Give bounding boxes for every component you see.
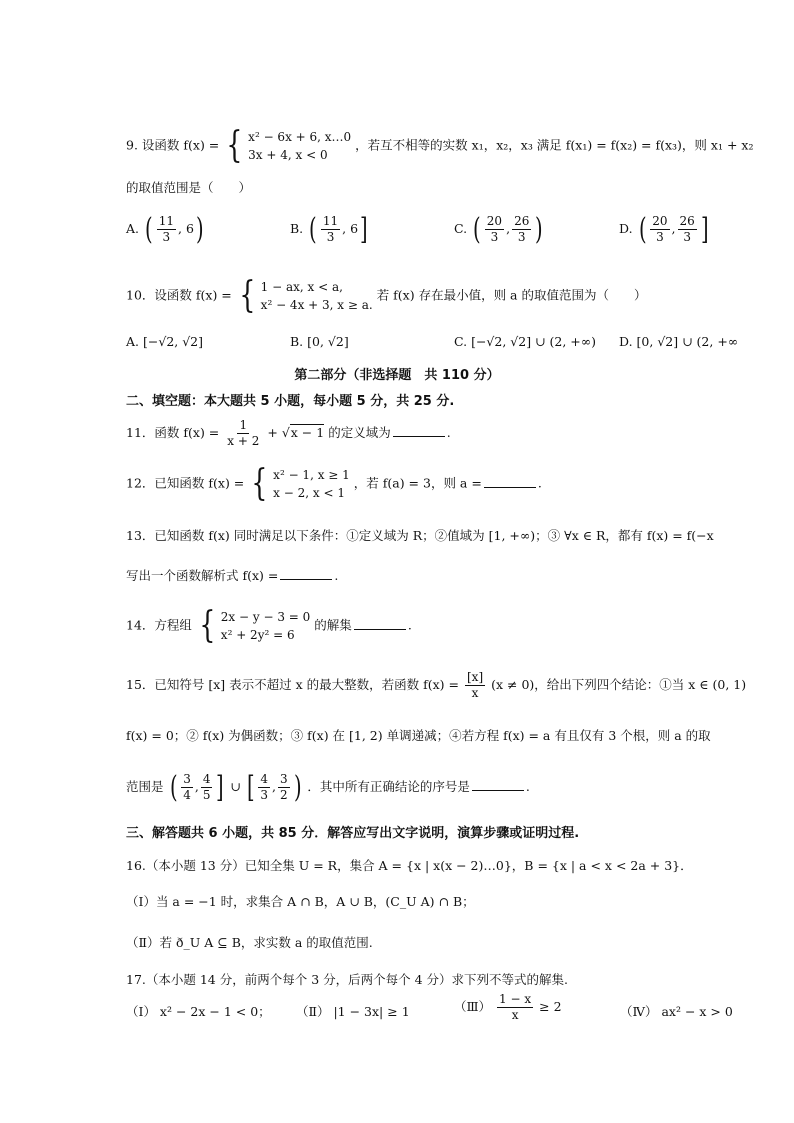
sqrt-sign: √ [281, 425, 290, 440]
q9-option-d: D. ( $\frac{20}{3}$ , $\frac{26}{3}$ ] [619, 211, 709, 247]
option-text: [−√2, √2] [143, 334, 204, 349]
q12-piecewise: { x² − 1, x ≥ 1 x − 2, x < 1 [251, 463, 350, 504]
option-rest: , 6 [178, 221, 194, 236]
option-label: C. [454, 334, 468, 349]
frac-den: x [471, 686, 479, 700]
union-symbol: ∪ [230, 779, 241, 794]
frac-num: 4 [260, 772, 269, 786]
fraction [485, 214, 504, 245]
option-text: [0, √2] [307, 334, 349, 349]
q10-option-d [619, 334, 738, 349]
option-label: B. [290, 221, 304, 236]
fraction [201, 772, 213, 803]
q17-part2: （Ⅱ） |1 − 3x| ≥ 1 [296, 1004, 410, 1019]
q10-condition: 若 f(x) 存在最小值，则 a 的取值范围为（ ） [376, 287, 647, 303]
frac-den: 3 [517, 230, 526, 244]
q14: 14．方程组 { 2x − y − 3 = 0 x² + 2y² = 6 的解集 . [126, 605, 412, 646]
q17-part3-label: （Ⅲ） [454, 999, 492, 1014]
option-label: D. [619, 221, 633, 236]
fraction [678, 214, 697, 245]
q10-line1 [126, 275, 647, 316]
q10-lead: 10．设函数 [126, 287, 192, 303]
q16-line1: 16.（本小题 13 分）已知全集 U = R，集合 A = {x | x(x − 2)…0}，B = {x | a < x < 2a + 3}． [126, 858, 693, 873]
frac-num: 3 [280, 772, 288, 786]
frac-den: 3 [683, 230, 691, 244]
q10-option-a [126, 334, 203, 349]
q9-case1: x² − 6x + 6, x…0 [248, 130, 352, 144]
option-label: A. [126, 334, 140, 349]
frac-num: 26 [679, 214, 695, 228]
q9-fx: f(x) = [183, 137, 220, 153]
q13-line1: 13．已知函数 f(x) 同时满足以下条件：①定义域为 R；②值域为 [1, +∞)；③ ∀x ∈ R，都有 f(x) = f(−x [126, 528, 714, 543]
q17-fraction [497, 992, 533, 1023]
frac-num: 1 [239, 418, 248, 432]
part2-title: 第二部分（非选择题 共 110 分） [294, 368, 500, 383]
q16-part1: （Ⅰ）当 a = −1 时，求集合 A ∩ B，A ∪ B，(C_U A) ∩ B； [126, 894, 475, 909]
frac-num: 4 [202, 772, 211, 786]
bracket-left: ( [473, 211, 481, 247]
bracket-left: ( [169, 769, 178, 805]
bracket-right: ] [216, 769, 225, 805]
q9-case2: 3x + 4, x < 0 [248, 148, 328, 162]
q14-eq1: 2x − y − 3 = 0 [220, 610, 311, 624]
frac-den: 3 [326, 230, 335, 244]
frac-den: 3 [490, 230, 499, 244]
q15-fraction [465, 670, 485, 701]
frac-den: 3 [656, 230, 664, 244]
frac-den: 3 [162, 230, 171, 244]
q9-piecewise: { x² − 6x + 6, x…0 3x + 4, x < 0 [226, 125, 352, 166]
bracket-right: ) [293, 769, 302, 805]
option-label: A. [126, 221, 140, 236]
q10-case1: 1 − ax, x < a, [260, 280, 343, 294]
fraction [157, 214, 176, 245]
q17-line1: 17.（本小题 14 分，前两个每个 3 分，后两个每个 4 分）求下列不等式的解集. [126, 972, 569, 987]
frac-den: x [511, 1008, 519, 1022]
q9-condition: ，若互不相等的实数 x₁，x₂，x₃ 满足 f(x₁) = f(x₂) = f(x₃)，则 x₁ + x₂ [355, 137, 754, 153]
q11-fraction [225, 418, 261, 449]
q14-eq2: x² + 2y² = 6 [220, 628, 295, 642]
q14-tail: 的解集 [314, 617, 352, 633]
q14-system: { 2x − y − 3 = 0 x² + 2y² = 6 [199, 605, 311, 646]
q9-option-b [290, 211, 370, 247]
q10-option-b [290, 334, 349, 349]
answer-blank[interactable] [354, 628, 406, 630]
q10-piecewise: { 1 − ax, x < a, x² − 4x + 3, x ≥ a. [239, 275, 373, 316]
q17-part3-tail: ≥ 2 [539, 999, 562, 1014]
q15-line3-tail: ．其中所有正确结论的序号是 [307, 779, 470, 794]
frac-num: 26 [514, 214, 530, 228]
fraction [512, 214, 531, 245]
frac-den: x + 2 [227, 434, 260, 448]
q12-case1: x² − 1, x ≥ 1 [273, 468, 350, 482]
q13-line2: 写出一个函数解析式 f(x) = . [126, 568, 339, 583]
q17-part3 [454, 992, 562, 1023]
section2-title: 二、填空题：本大题共 5 小题，每小题 5 分，共 25 分. [126, 394, 455, 409]
q15-line1 [126, 670, 746, 701]
frac-num: 20 [486, 214, 503, 228]
fraction [321, 214, 340, 245]
option-label: C. [454, 221, 468, 236]
q17-part4: （Ⅳ） ax² − x > 0 [620, 1004, 733, 1019]
frac-num: 11 [158, 214, 174, 228]
q9-option-a [126, 211, 206, 247]
fraction [650, 214, 669, 245]
frac-num: 3 [183, 772, 191, 786]
frac-den: 5 [202, 788, 211, 802]
q13-line2-text: 写出一个函数解析式 f(x) = [126, 568, 279, 583]
q15-line1-a: 15．已知符号 [x] 表示不超过 x 的最大整数，若函数 f(x) = [126, 677, 460, 692]
q10-fx: f(x) = [195, 287, 232, 303]
q9-lead: 9. 设函数 [126, 137, 180, 153]
q12-lead: 12．已知函数 [126, 475, 205, 491]
q11-plus: + [267, 425, 278, 440]
q10-option-c [454, 334, 596, 349]
option-text: [0, √2] ∪ (2, +∞ [636, 334, 739, 349]
q11-sqrt-content: x − 1 [290, 425, 325, 440]
q11-fx: f(x) = [183, 425, 220, 440]
q12-tail: ，若 f(a) = 3，则 a = [353, 475, 482, 491]
option-rest: , 6 [342, 221, 359, 236]
frac-num: 11 [322, 214, 339, 228]
frac-num: 1 − x [499, 992, 532, 1006]
bracket-left: ( [309, 211, 317, 247]
q11: 11．函数 f(x) = $\frac{1}{x + 2}$ + √x − 1 的定义域为 . [126, 418, 451, 448]
bracket-right: ) [195, 211, 204, 247]
frac-den: 4 [183, 788, 191, 802]
q15-line1-b: (x ≠ 0)，给出下列四个结论：①当 x ∈ (0, 1) [491, 677, 747, 692]
option-label: B. [290, 334, 304, 349]
frac-den: 2 [280, 788, 288, 802]
q10-case2: x² − 4x + 3, x ≥ a. [260, 298, 373, 312]
q9-line2: 的取值范围是（ ） [126, 180, 252, 195]
answer-blank[interactable] [472, 789, 524, 791]
q17-part1: （Ⅰ） x² − 2x − 1 < 0； [126, 1004, 271, 1019]
q12-case2: x − 2, x < 1 [273, 486, 345, 500]
q14-lead: 14．方程组 [126, 617, 192, 633]
bracket-left: ( [638, 211, 647, 247]
answer-blank[interactable] [280, 578, 332, 580]
bracket-right: ] [360, 211, 368, 247]
option-label: D. [619, 334, 633, 349]
bracket-right: ] [700, 211, 709, 247]
q15-line2: f(x) = 0；② f(x) 为偶函数；③ f(x) 在 [1, 2) 单调递减；④若方程 f(x) = a 有且仅有 3 个根，则 a 的取 [126, 728, 711, 743]
bracket-left: ( [145, 211, 153, 247]
q12-fx: f(x) = [208, 475, 245, 491]
fraction [278, 772, 290, 803]
q9-line1 [126, 125, 754, 166]
q11-lead: 11．函数 [126, 425, 180, 440]
q15-range-label: 范围是 [126, 779, 164, 794]
fraction [258, 772, 270, 803]
q16-part2: （Ⅱ）若 ð_U A ⊆ B，求实数 a 的取值范围. [126, 935, 373, 950]
option-text: [−√2, √2] ∪ (2, +∞) [471, 334, 597, 349]
bracket-left: [ [246, 769, 255, 805]
q9-option-c: C. ( $\frac{20}{3}$ , $\frac{26}{3}$ ) [454, 211, 544, 247]
q11-tail: 的定义域为 [328, 425, 391, 440]
answer-blank[interactable] [393, 435, 445, 437]
bracket-right: ) [535, 211, 544, 247]
q12: 12．已知函数 f(x) = { x² − 1, x ≥ 1 x − 2, x < 1 ，若 f(a) = 3，则 a = . [126, 463, 542, 504]
fraction [181, 772, 193, 803]
answer-blank[interactable] [484, 486, 536, 488]
frac-num: [x] [467, 670, 484, 684]
section3-title: 三、解答题共 6 小题，共 85 分．解答应写出文字说明，演算步骤或证明过程. [126, 826, 580, 841]
q15-line3: 范围是 ( $\frac{3}{4}$ , $\frac{4}{5}$ ] ∪ [ $\frac{4}{3}$ , $\frac{3}{2}$ ) ．其中所有正确结论的序号是 . [126, 769, 530, 805]
frac-num: 20 [652, 214, 668, 228]
frac-den: 3 [260, 788, 269, 802]
